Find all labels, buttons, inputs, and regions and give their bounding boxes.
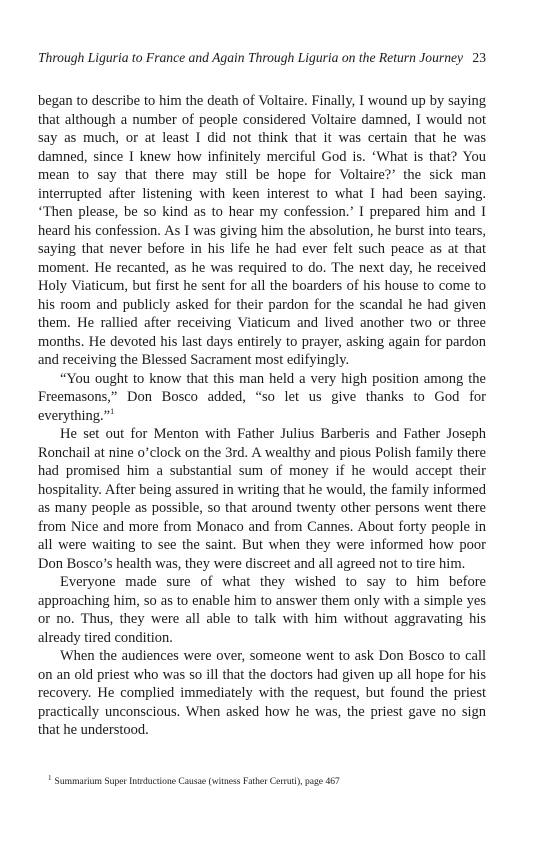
paragraph-freemasons [38,370,486,426]
body-text [38,92,486,740]
paragraph-menton: He set out for Menton with Father Julius Barberis and Father Joseph Ronchail at nine o’clock on the 3rd. A wealthy and pious Polish family there had promised him a substantial sum of money if he would accept their hospitality. After being assured in writing that he would, the family informed as many people as possible, so that around twenty other persons went there from Nice and more from Monaco and from Cannes. About forty people in all were waiting to see the saint. But when they were informed how poor Don Bosco’s health was, they were discreet and all agreed not to tire him. [38,426,486,572]
paragraph-audience: Everyone made sure of what they wished to say to him before approaching him, so as to enable him to answer them only with a simple yes or no. Thus, they were all able to talk with him without aggravating his already tired condition. [38,574,486,646]
footnote [48,776,488,788]
paragraph-continuation: began to describe to him the death of Voltaire. Finally, I wound up by saying that although a number of people considered Voltaire damned, I would not say as much, or at least I did not think that it was certain that he was damned, since I knew how infinitely merciful God is. ‘What is that? You mean to say that there may still be hope for Voltaire?’ the sick man interrupted after listening with keen interest to what I had been saying. ‘Then please, be so kind as to hear my confession.’ I prepared him and I heard his confession. As I was giving him the absolution, he burst into tears, saying that never before in his life he had ever felt such peace as at that moment. He recanted, as he was required to do. The next day, he received Holy Viaticum, but first he sent for all the boarders of his house to come to his room and publicly asked for their pardon for the scandal he had given them. He rallied after receiving Viaticum and lived another two or three months. He devoted his last days entirely to prayer, asking again for pardon and receiving the Blessed Sacrament most edifyingly. [38,93,486,368]
footnote-text: Summarium Super Intrductione Causae (witness Father Cerruti), page 467 [54,776,340,787]
footnote-marker: 1 [48,774,52,782]
paragraph-freemasons-text: “You ought to know that this man held a very high position among the Freemasons,” Don Bosco added, “so let us give thanks to God for everything.” [38,370,486,424]
paragraph-old-priest: When the audiences were over, someone went to ask Don Bosco to call on an old priest who was so ill that the doctors had given up all hope for his recovery. He complied immediately with the request, but found the priest practically unconscious. When asked how he was, the priest gave no sign that he understood. [38,648,486,738]
footnote-reference: 1 [110,406,115,416]
page-number: 23 [472,50,486,65]
running-title: Through Liguria to France and Again Through Liguria on the Return Journey [38,50,464,65]
